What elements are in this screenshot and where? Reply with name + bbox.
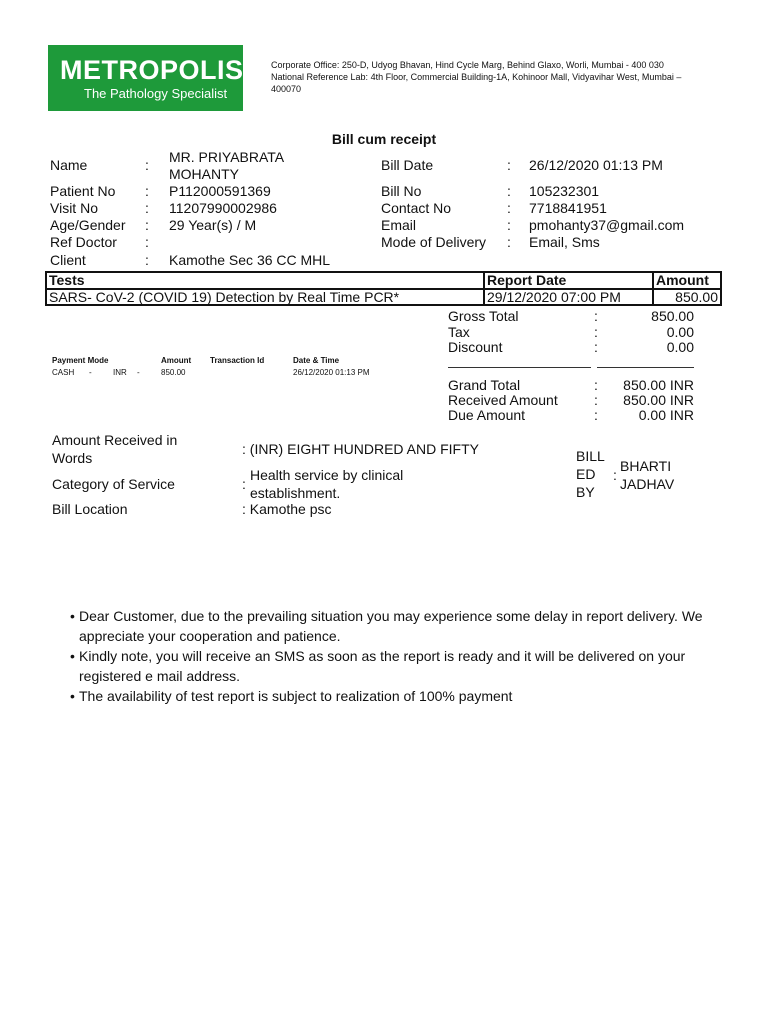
client-value: Kamothe Sec 36 CC MHL — [169, 252, 331, 268]
page-title: Bill cum receipt — [331, 131, 437, 147]
totals-divider — [597, 367, 694, 368]
due-amount-colon: : — [594, 407, 598, 423]
bullet: • — [70, 648, 75, 664]
billed-by-name-line2: JADHAV — [620, 476, 675, 492]
email-label: Email — [381, 217, 417, 233]
contact-no-label: Contact No — [381, 200, 452, 216]
notes-list — [70, 606, 730, 706]
bill-location-value: : Kamothe psc — [242, 501, 332, 517]
amount-in-words-value: : (INR) EIGHT HUNDRED AND FIFTY — [242, 441, 479, 457]
note-text: Dear Customer, due to the prevailing situation you may experience some delay in report delivery. We appreciate your cooperation and patience. — [79, 608, 703, 644]
amount-in-words-label-line2: Words — [52, 450, 93, 466]
note-text: The availability of test report is subject to realization of 100% payment — [79, 688, 513, 704]
billed-by-colon: : — [613, 467, 617, 483]
ref-doctor-colon: : — [145, 234, 149, 250]
gross-total-value: 850.00 — [651, 308, 694, 324]
visit-no-label: Visit No — [50, 200, 98, 216]
bill-no-value: 105232301 — [529, 183, 600, 199]
contact-no-colon: : — [507, 200, 511, 216]
visit-no-colon: : — [145, 200, 149, 216]
billed-by-name-line1: BHARTI — [620, 458, 672, 474]
bill-no-label: Bill No — [381, 183, 422, 199]
visit-no-value: 11207990002986 — [169, 200, 277, 216]
note-item — [70, 686, 730, 706]
delivery-mode-colon: : — [507, 234, 511, 250]
tests-table — [45, 271, 722, 306]
category-of-service-colon: : — [242, 476, 246, 492]
grand-total-label: Grand Total — [448, 377, 521, 393]
bullet: • — [70, 608, 75, 624]
billed-by-label-line2: ED — [576, 466, 596, 482]
payment-mode-header: Payment Mode — [52, 356, 109, 365]
tax-value: 0.00 — [666, 324, 694, 340]
gross-total-colon: : — [594, 308, 598, 324]
date-time-header: Date & Time — [293, 356, 340, 365]
tests-header: Tests — [49, 272, 85, 288]
bill-no-colon: : — [507, 183, 511, 199]
client-colon: : — [145, 252, 149, 268]
reference-lab-address-line1: National Reference Lab: 4th Floor, Commercial Building-1A, Kohinoor Mall, Vidyavihar West, Mumbai – — [271, 72, 682, 82]
received-amount-label: Received Amount — [448, 392, 558, 408]
bill-date-value: 26/12/2020 01:13 PM — [529, 157, 663, 173]
bill-date-label: Bill Date — [381, 157, 434, 173]
age-gender-colon: : — [145, 217, 149, 233]
billed-by-label-line1: BILL — [576, 448, 605, 464]
payment-separator: - — [137, 368, 140, 377]
logo-tagline: The Pathology Specialist — [84, 86, 228, 101]
tax-label: Tax — [448, 324, 470, 340]
delivery-mode-label: Mode of Delivery — [381, 234, 487, 250]
gross-total-label: Gross Total — [448, 308, 519, 324]
ref-doctor-label: Ref Doctor — [50, 234, 117, 250]
patient-no-label: Patient No — [50, 183, 116, 199]
payment-separator: - — [89, 368, 92, 377]
contact-no-value: 7718841951 — [529, 200, 607, 216]
amount-header: Amount — [656, 272, 709, 288]
email-colon: : — [507, 217, 511, 233]
category-of-service-line2: establishment. — [250, 485, 341, 501]
name-label: Name — [50, 157, 88, 173]
table-column-divider — [483, 273, 485, 304]
test-name-cell: SARS- CoV-2 (COVID 19) Detection by Real Time PCR* — [49, 289, 400, 305]
discount-label: Discount — [448, 339, 503, 355]
due-amount-value: 0.00 INR — [638, 407, 694, 423]
metropolis-logo — [48, 45, 243, 111]
name-colon: : — [145, 157, 149, 173]
age-gender-label: Age/Gender — [50, 217, 126, 233]
payment-date-time-value: 26/12/2020 01:13 PM — [293, 368, 370, 377]
patient-name-line1: MR. PRIYABRATA — [169, 149, 285, 165]
age-gender-value: 29 Year(s) / M — [169, 217, 257, 233]
payment-currency: INR — [113, 368, 127, 377]
payment-amount-header: Amount — [161, 356, 192, 365]
billed-by-label-line3: BY — [576, 484, 595, 500]
corporate-office-address: Corporate Office: 250-D, Udyog Bhavan, Hind Cycle Marg, Behind Glaxo, Worli, Mumbai - 400 030 — [271, 60, 664, 70]
payment-mode-value: CASH — [52, 368, 75, 377]
note-item — [70, 606, 730, 646]
amount-cell: 850.00 — [675, 289, 718, 305]
patient-no-colon: : — [145, 183, 149, 199]
table-column-divider — [652, 273, 654, 304]
note-item — [70, 646, 730, 686]
discount-colon: : — [594, 339, 598, 355]
report-date-cell: 29/12/2020 07:00 PM — [487, 289, 621, 305]
email-value: pmohanty37@gmail.com — [529, 217, 685, 233]
patient-name-line2: MOHANTY — [169, 166, 239, 182]
logo-text: METROPOLIS — [60, 55, 244, 85]
totals-divider — [448, 367, 591, 368]
bill-date-colon: : — [507, 157, 511, 173]
grand-total-value: 850.00 INR — [623, 377, 694, 393]
reference-lab-address-line2: 400070 — [271, 84, 302, 94]
bullet: • — [70, 688, 75, 704]
amount-in-words-label-line1: Amount Received in — [52, 432, 178, 448]
category-of-service-line1: Health service by clinical — [250, 467, 404, 483]
client-label: Client — [50, 252, 86, 268]
grand-total-colon: : — [594, 377, 598, 393]
delivery-mode-value: Email, Sms — [529, 234, 600, 250]
bill-location-label: Bill Location — [52, 501, 128, 517]
patient-no-value: P112000591369 — [169, 183, 271, 199]
payment-amount-value: 850.00 — [161, 368, 186, 377]
category-of-service-label: Category of Service — [52, 476, 175, 492]
transaction-id-header: Transaction Id — [210, 356, 265, 365]
report-date-header: Report Date — [487, 272, 567, 288]
due-amount-label: Due Amount — [448, 407, 526, 423]
received-amount-value: 850.00 INR — [623, 392, 694, 408]
note-text: Kindly note, you will receive an SMS as soon as the report is ready and it will be delivered on your registered e mail address. — [79, 648, 686, 684]
received-amount-colon: : — [594, 392, 598, 408]
tax-colon: : — [594, 324, 598, 340]
discount-value: 0.00 — [666, 339, 694, 355]
